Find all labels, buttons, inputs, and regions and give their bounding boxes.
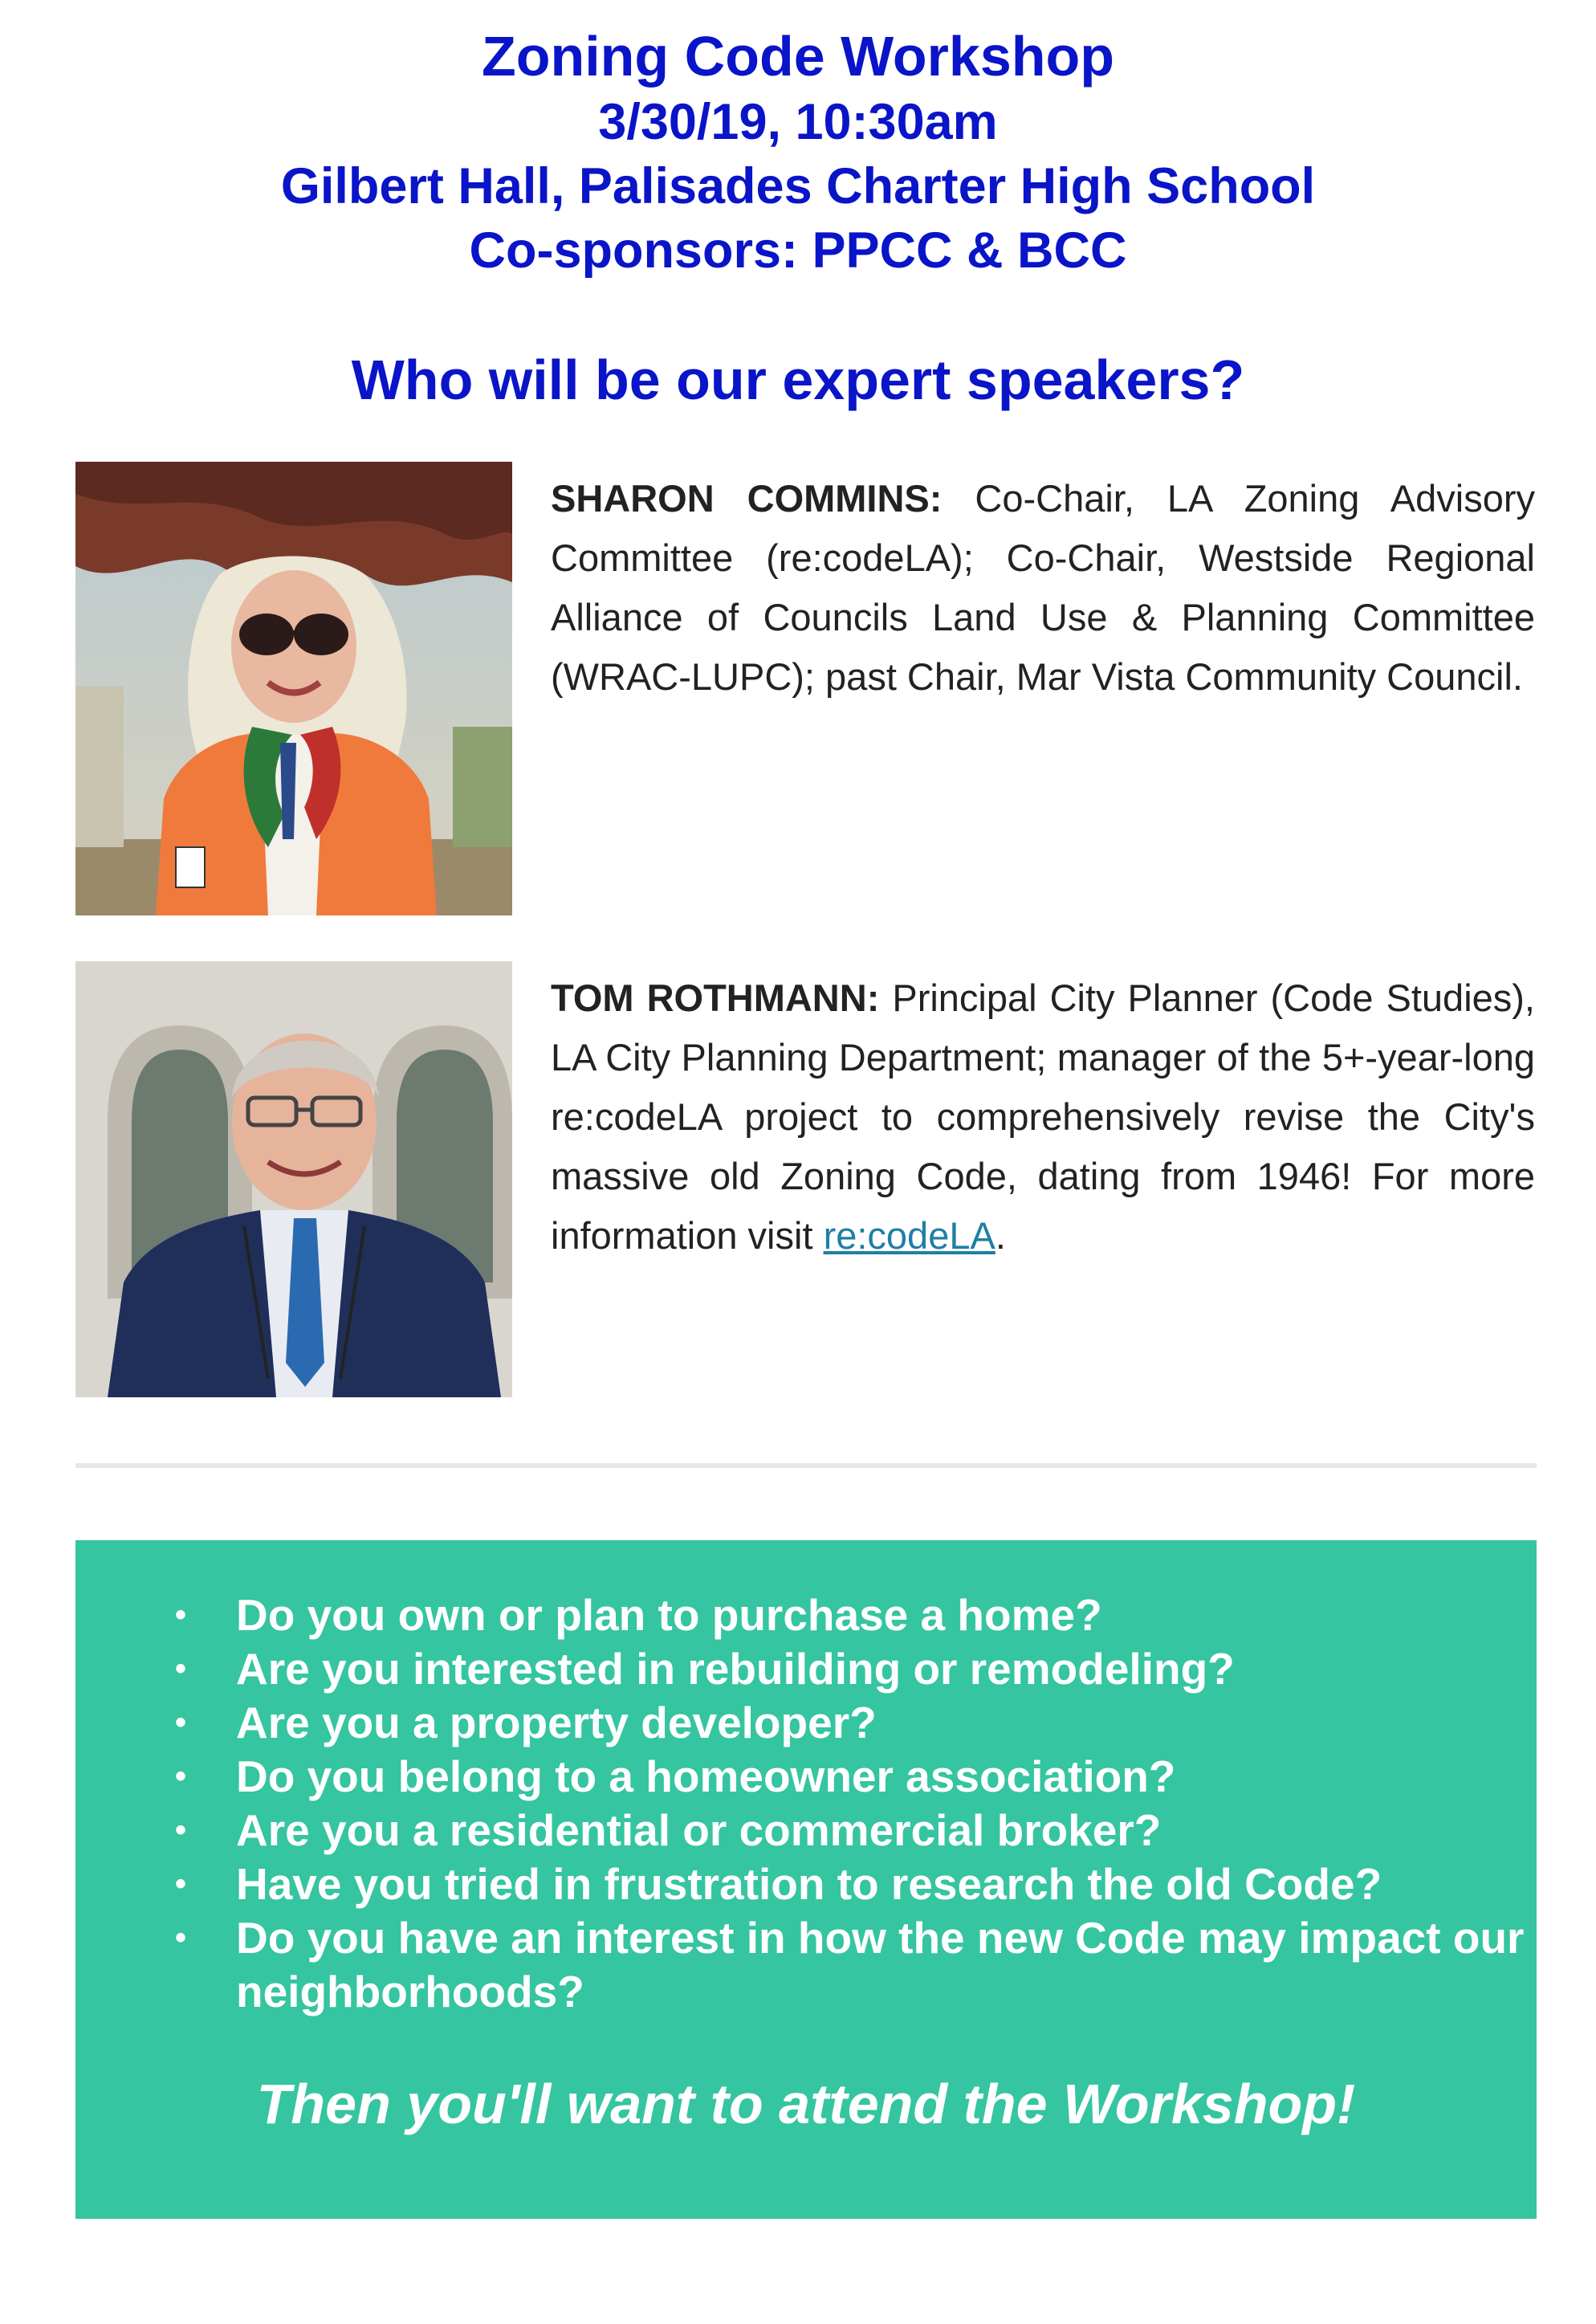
speaker-photo-sharon <box>75 462 512 915</box>
event-title: Zoning Code Workshop <box>481 25 1115 88</box>
bullet-icon: • <box>175 1597 187 1633</box>
bullet-icon: • <box>175 1812 187 1848</box>
recodela-link[interactable]: re:codeLA <box>823 1214 995 1257</box>
speakers-heading: Who will be our expert speakers? <box>351 349 1245 411</box>
event-header <box>0 22 1596 283</box>
bullet-icon: • <box>175 1651 187 1686</box>
section-divider <box>75 1463 1537 1468</box>
audience-question-list <box>172 1588 1553 2019</box>
speaker-bio-sharon <box>551 469 1535 707</box>
speaker-bio-tom <box>551 968 1535 1266</box>
list-item: • Are you interested in rebuilding or remodeling? <box>236 1642 1553 1696</box>
speaker-name: SHARON COMMINS: <box>551 477 943 520</box>
speaker-description: Principal City Planner (Code Studies), LA City Planning Department; manager of the 5+-year-long re:codeLA project to comprehensively revise the City's massive old Zoning Code, dating from 1946! For more information visit <box>551 976 1535 1257</box>
bullet-icon: • <box>175 1920 187 1955</box>
speaker-name: TOM ROTHMANN: <box>551 976 880 1019</box>
list-item: • Are you a residential or commercial broker? <box>236 1804 1553 1857</box>
list-item: • Have you tried in frustration to research the old Code? <box>236 1857 1553 1911</box>
bullet-icon: • <box>175 1866 187 1902</box>
call-to-action: Then you'll want to attend the Workshop! <box>256 2073 1356 2135</box>
event-datetime: 3/30/19, 10:30am <box>598 94 998 150</box>
event-location: Gilbert Hall, Palisades Charter High School <box>280 158 1316 214</box>
list-item: • Do you have an interest in how the new Code may impact our neighborhoods? <box>175 1913 1525 2016</box>
list-item: • Do you belong to a homeowner association? <box>236 1750 1553 1804</box>
list-item: • Are you a property developer? <box>236 1696 1553 1750</box>
audience-callout <box>75 1540 1537 2219</box>
bullet-icon: • <box>175 1705 187 1740</box>
bullet-icon: • <box>175 1759 187 1794</box>
speaker-photo-tom <box>75 961 512 1397</box>
event-sponsors: Co-sponsors: PPCC & BCC <box>469 222 1127 279</box>
link-trailing-period: . <box>995 1214 1006 1257</box>
speaker-description: Co-Chair, LA Zoning Advisory Committee (re:codeLA); Co-Chair, Westside Regional Alliance of Councils Land Use & Planning Committee (WRAC-LUPC); past Chair, Mar Vista Community Council. <box>551 477 1535 698</box>
list-item: • Do you own or plan to purchase a home? <box>236 1588 1553 1642</box>
